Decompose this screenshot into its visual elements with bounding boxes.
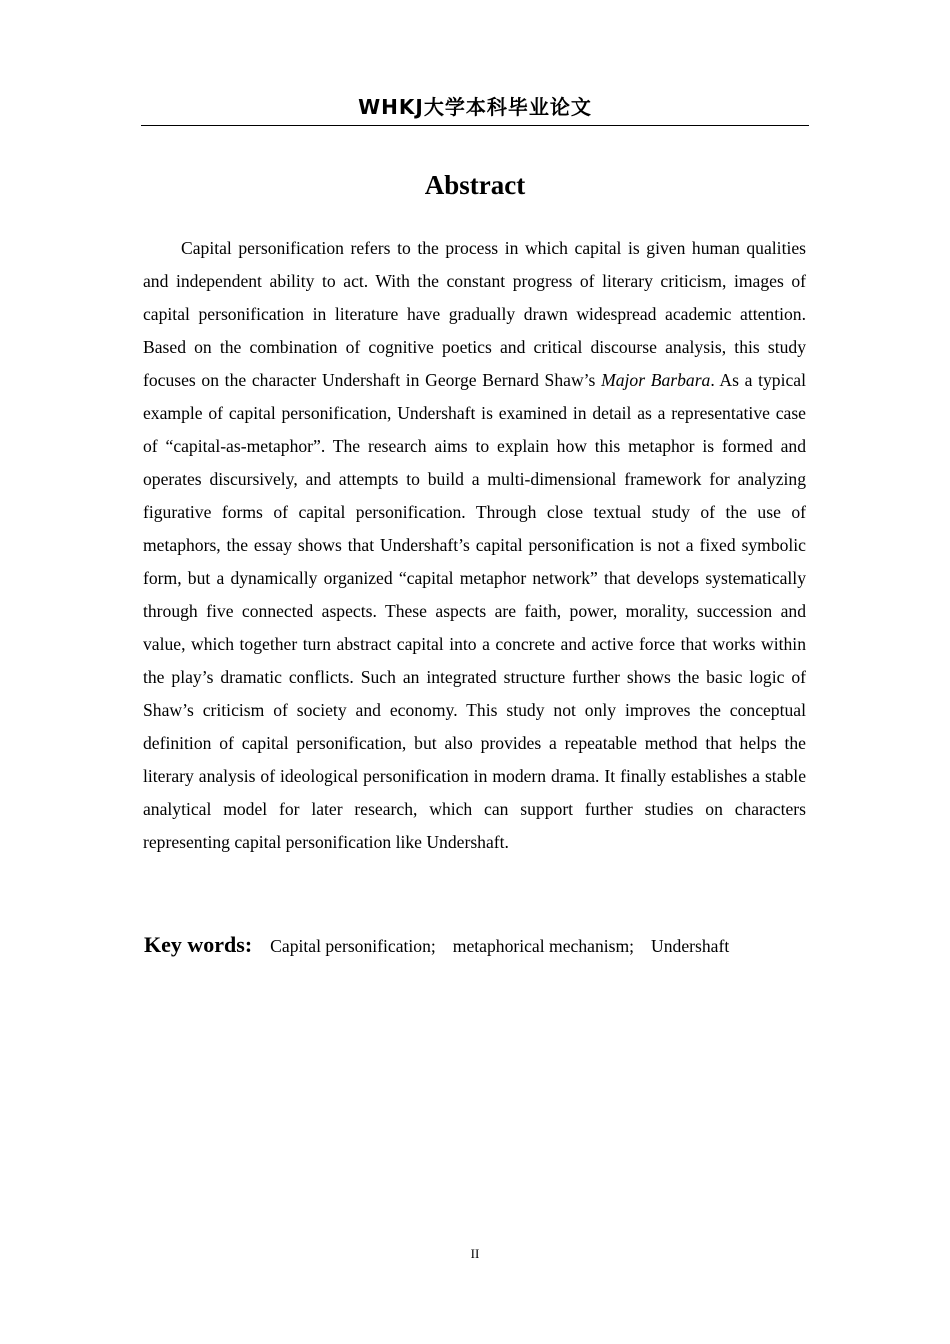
work-title: Major Barbara [601,370,711,390]
header-divider [141,125,809,126]
keywords-line [144,928,804,963]
page-number: II [470,1246,480,1261]
abstract-paragraph [143,232,806,859]
running-header: WHKJ大学本科毕业论文 [358,95,592,119]
abstract-text-part2: . As a typical example of capital personification, Undershaft is examined in detail as a representative case of “capital-as-metaphor”. The research aims to explain how this metaphor is formed and operates discursively, and attempts to build a multi-dimensional framework for analyzing figurative forms of capital personification. Through close textual study of the use of metaphors, the essay shows that Undershaft’s capital personification is not a fixed symbolic form, but a dynamically organized “capital metaphor network” that develops systematically through five connected aspects. These aspects are faith, power, morality, succession and value, which together turn abstract capital into a concrete and active force that works within the play’s dramatic conflicts. Such an integrated structure further shows the basic logic of Shaw’s criticism of society and economy. This study not only improves the conceptual definition of capital personification, but also provides a repeatable method that helps the literary analysis of ideological personification in modern drama. It finally establishes a stable analytical model for later research, which can support further studies on characters representing capital personification like Undershaft. [143,370,806,852]
abstract-text-part1: Capital personification refers to the process in which capital is given human qualities and independent ability to act. With the constant progress of literary criticism, images of capital personification in literature have gradually drawn widespread academic attention. Based on the combination of cognitive poetics and critical discourse analysis, this study focuses on the character Undershaft in George Bernard Shaw’s [143,238,806,390]
keyword-item: Capital personification; [270,936,436,956]
keyword-item: Undershaft [651,936,730,956]
keywords-label: Key words: [144,932,253,957]
abstract-heading: Abstract [424,170,526,200]
keyword-item: metaphorical mechanism; [452,936,635,956]
